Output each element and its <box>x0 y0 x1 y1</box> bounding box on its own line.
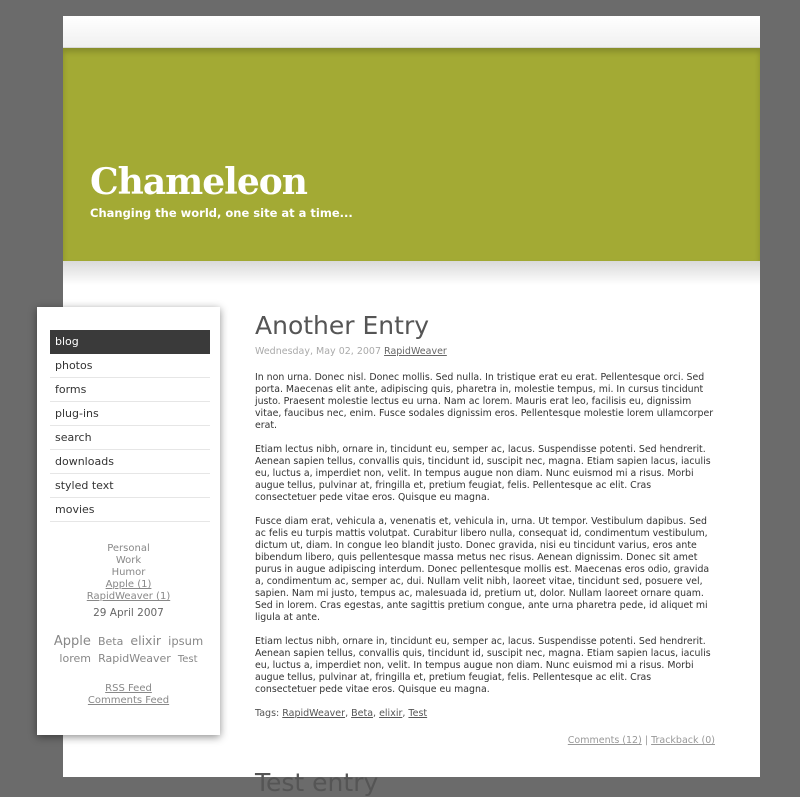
header-shadow <box>63 261 760 285</box>
category-apple[interactable]: Apple (1) <box>105 579 152 590</box>
separator: | <box>644 735 649 746</box>
comments-feed-link[interactable]: Comments Feed <box>87 695 170 706</box>
navigation-menu <box>50 330 210 522</box>
comments-link[interactable]: Comments (12) <box>567 735 642 746</box>
entry-body <box>255 372 715 696</box>
trackback-link[interactable]: Trackback (0) <box>651 735 715 746</box>
main-content <box>255 310 715 746</box>
nav-item-styled-text[interactable]: styled text <box>50 474 210 498</box>
entry-paragraph: In non urna. Donec nisl. Donec mollis. Sed nulla. In tristique erat eu erat. Pellentesque orci. Sed porta. Maecenas elit ante, adipiscing quis, pharetra in, molestie tempus, mi. In cursus tincidunt justo. Praesent molestie lectus eu urna. Nam ac lorem. Mauris erat leo, facilisis eu, dignissim vitae, faucibus nec, enim. Fusce sodales dignissim eros. Pellentesque molestie lorem ullamcorper erat. <box>255 372 714 431</box>
entry-meta <box>255 346 715 357</box>
tag-cloud-item[interactable]: RapidWeaver <box>98 652 171 665</box>
nav-item-search[interactable]: search <box>50 426 210 450</box>
tag-cloud <box>45 632 212 667</box>
tag-cloud-item[interactable]: ipsum <box>168 634 204 648</box>
category-list <box>37 543 220 603</box>
site-header <box>63 48 760 261</box>
tag-cloud-item[interactable]: Apple <box>53 634 91 649</box>
rss-feed-link[interactable]: RSS Feed <box>105 683 152 694</box>
entry-footer <box>255 735 715 746</box>
nav-item-plug-ins[interactable]: plug-ins <box>50 402 210 426</box>
tag-cloud-item[interactable]: Test <box>177 654 198 665</box>
nav-item-movies[interactable]: movies <box>50 498 210 522</box>
category-rapidweaver[interactable]: RapidWeaver (1) <box>86 591 171 602</box>
entry-category-link[interactable]: RapidWeaver <box>384 346 447 357</box>
tag-link-test[interactable]: Test <box>408 708 428 719</box>
site-title[interactable]: Chameleon <box>90 161 307 203</box>
entry-paragraph: Etiam lectus nibh, ornare in, tincidunt eu, semper ac, lacus. Suspendisse potenti. Sed hendrerit. Aenean sapien tellus, convallis quis, tincidunt id, suscipit nec, magna. Etiam sapien lacus, iaculis eu, luctus a, imperdiet non, velit. In tempus augue non diam. Nunc euismod mi a risus. Morbi augue tellus, pulvinar at, fringilla et, pretium feugiat, felis. Pellentesque ac elit. Cras consectetuer pede vitae eros. Quisque eu magna. <box>255 444 711 503</box>
feed-links <box>37 683 220 707</box>
entry-paragraph: Fusce diam erat, vehicula a, venenatis et, vehicula in, urna. Ut tempor. Vestibulum dapibus. Sed ac felis eu turpis mattis volutpat. Curabitur libero nulla, consequat id, condimentum vestibulum, dictum ut, diam. In congue leo blandit justo. Donec gravida, nisi eu tincidunt varius, eros ante bibendum libero, quis pellentesque massa metus nec risus. Aenean dignissim. Donec sit amet purus in augue adipiscing interdum. Donec pellentesque mollis est. Maecenas eros odio, gravida a, condimentum ac, semper ac, dui. Nullam velit nibh, laoreet vitae, tincidunt sed, posuere vel, sapien. Nam mi justo, tempus ac, malesuada id, pretium ut, dolor. Nullam laoreet ornare quam. Sed in lorem. Cras egestas, ante sagittis pretium congue, ante urna pharetra pede, id aliquet mi ligula at ante. <box>255 516 710 623</box>
next-entry-title[interactable]: Test entry <box>255 768 379 797</box>
tag-cloud-item[interactable]: elixir <box>130 633 162 648</box>
tag-cloud-item[interactable]: lorem <box>59 652 91 665</box>
category-work[interactable]: Work <box>115 555 142 566</box>
entry-paragraph: Etiam lectus nibh, ornare in, tincidunt eu, semper ac, lacus. Suspendisse potenti. Sed hendrerit. Aenean sapien tellus, convallis quis, tincidunt id, suscipit nec, magna. Etiam sapien lacus, iaculis eu, luctus a, imperdiet non, velit. In tempus augue non diam. Nunc euismod mi a risus. Morbi augue tellus, pulvinar at, fringilla et, pretium feugiat, felis. Pellentesque ac elit. Cras consectetuer pede vitae eros. Quisque eu magna. <box>255 636 711 695</box>
entry-date: Wednesday, May 02, 2007 <box>255 346 382 357</box>
tag-cloud-item[interactable]: Beta <box>97 635 124 648</box>
category-humor[interactable]: Humor <box>111 567 146 578</box>
site-slogan: Changing the world, one site at a time... <box>90 206 353 220</box>
category-personal[interactable]: Personal <box>107 543 150 554</box>
entry-title[interactable]: Another Entry <box>255 311 430 340</box>
nav-item-forms[interactable]: forms <box>50 378 210 402</box>
header-top-bar <box>63 16 760 48</box>
tag-link-beta[interactable]: Beta <box>351 708 374 719</box>
entry-tags: Tags: RapidWeaver, Beta, elixir, Test <box>255 708 428 719</box>
nav-item-photos[interactable]: photos <box>50 354 210 378</box>
sidebar <box>37 307 220 735</box>
archive-date[interactable]: 29 April 2007 <box>93 607 164 619</box>
tag-link-rapidweaver[interactable]: RapidWeaver <box>282 708 346 719</box>
nav-item-blog[interactable]: blog <box>50 330 210 354</box>
tags-label: Tags: <box>255 708 280 719</box>
nav-item-downloads[interactable]: downloads <box>50 450 210 474</box>
tag-link-elixir[interactable]: elixir <box>379 708 403 719</box>
